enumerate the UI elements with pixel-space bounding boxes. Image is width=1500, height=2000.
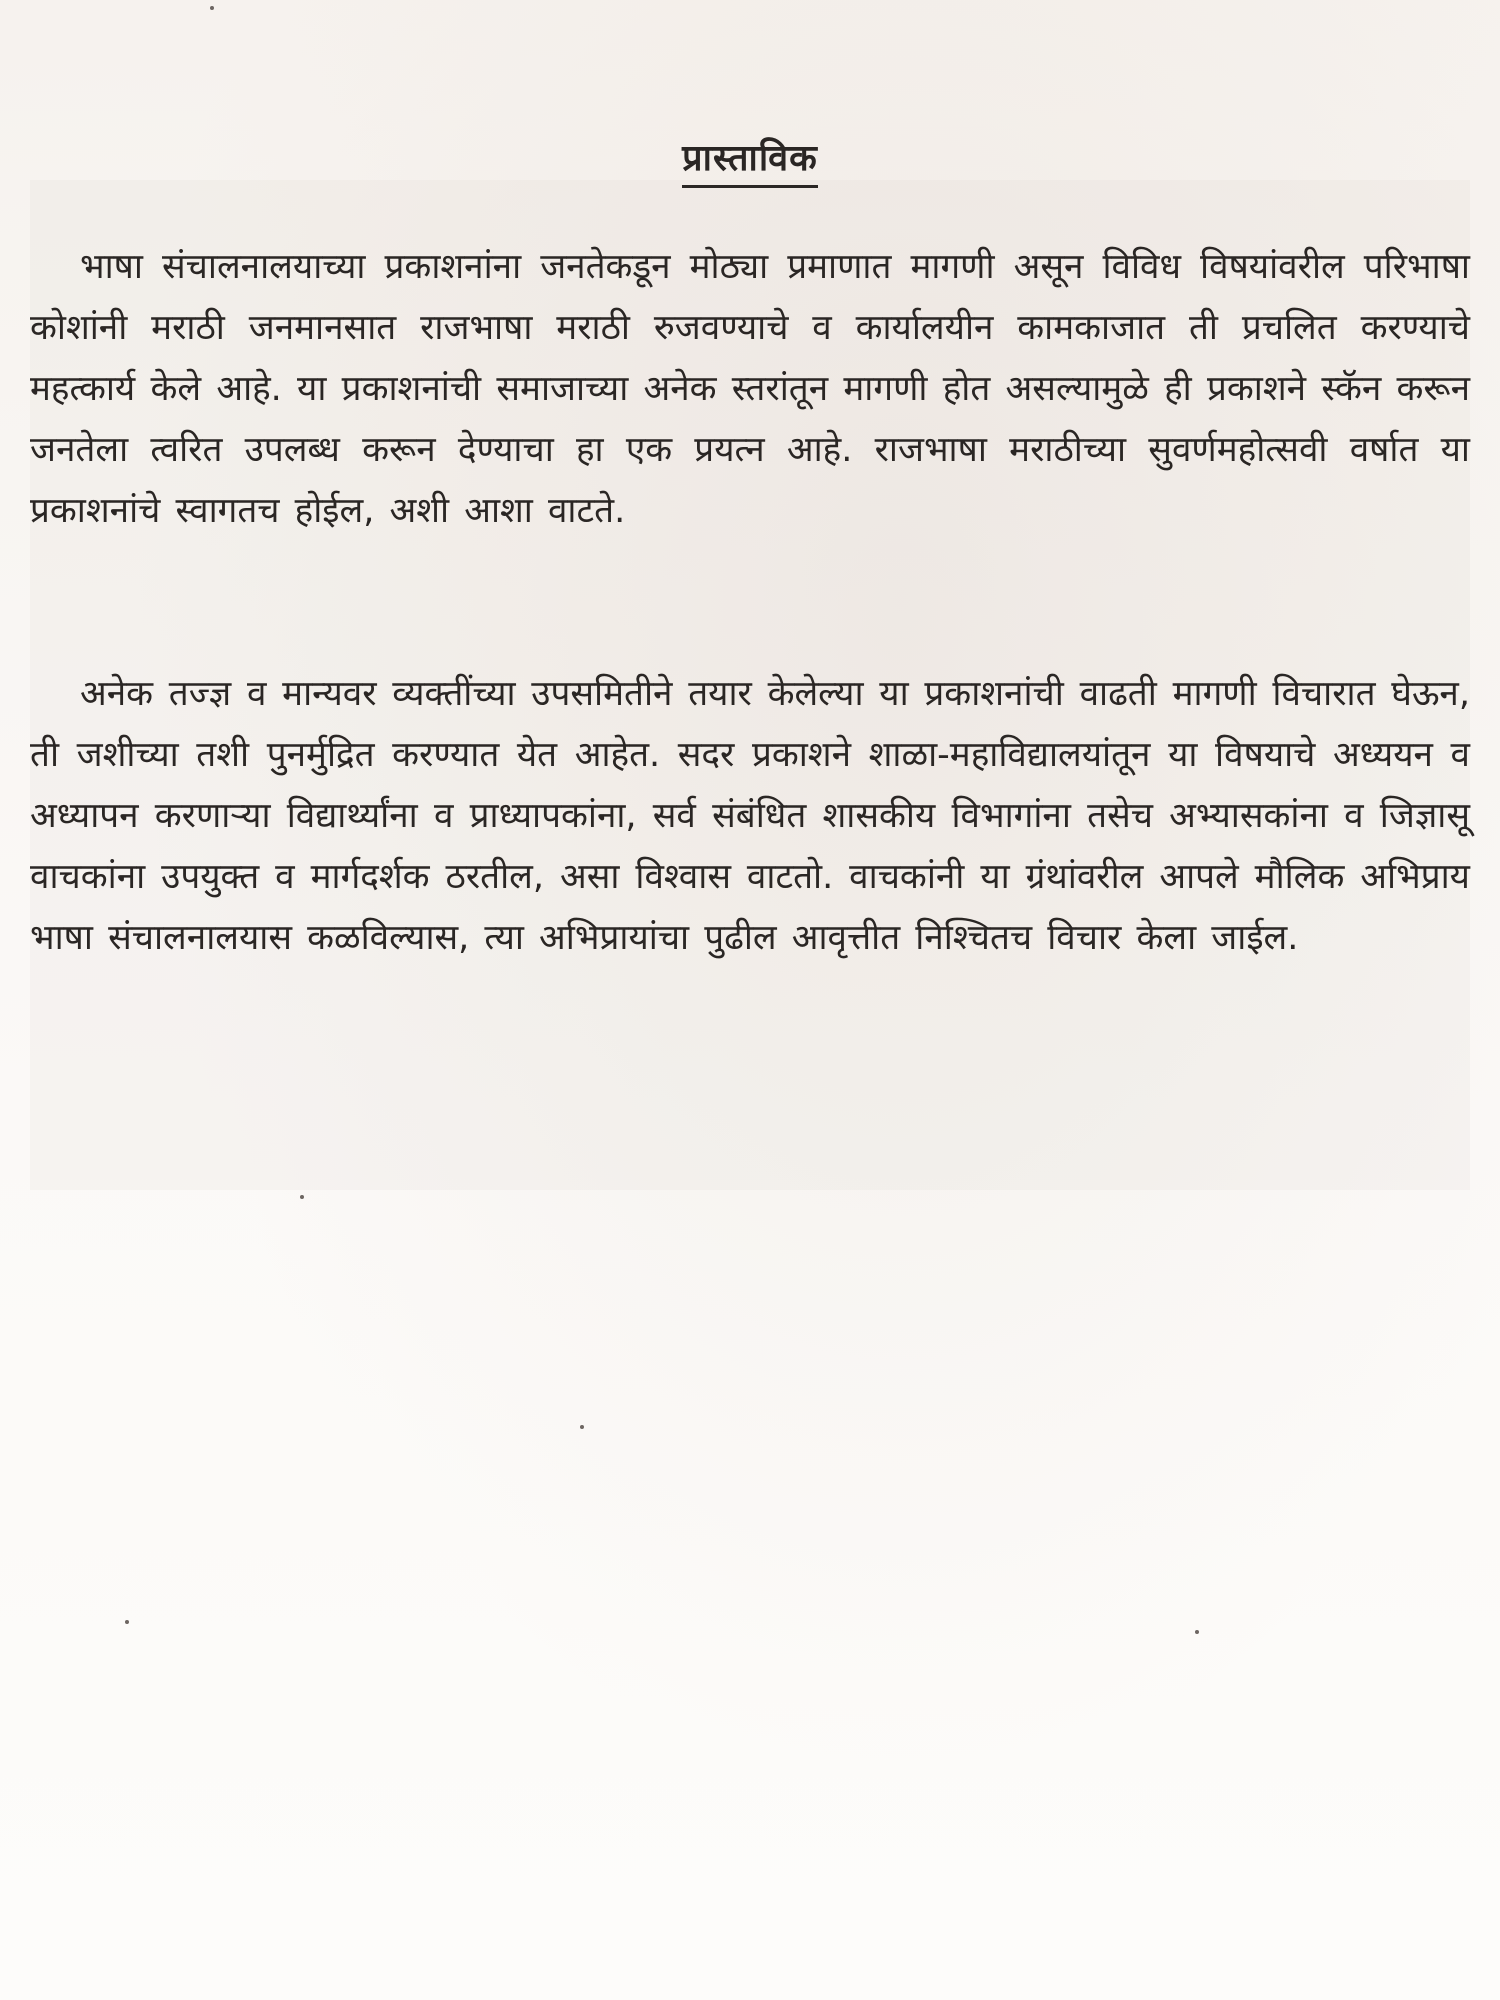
paragraph-2: अनेक तज्ज्ञ व मान्यवर व्यक्तींच्या उपसमितीने तयार केलेल्या या प्रकाशनांची वाढती मागणी विचारात घेऊन, ती जशीच्या तशी पुनर्मुद्रित करण्यात येत आहेत. सदर प्रकाशने शाळा-महाविद्यालयांतून या विषयाचे अध्ययन व अध्यापन करणाऱ्या विद्यार्थ्यांना व प्राध्यापकांना, सर्व संबंधित शासकीय विभागांना तसेच अभ्यासकांना व जिज्ञासू वाचकांना उपयुक्त व मार्गदर्शक ठरतील, असा विश्वास वाटतो. वाचकांनी या ग्रंथांवरील आपले मौलिक अभिप्राय भाषा संचालनालयास कळविल्यास, त्या अभिप्रायांचा पुढील आवृत्तीत निश्चितच विचार केला जाईल. (30, 674, 1470, 958)
page-title-text: प्रास्ताविक (682, 132, 818, 188)
scan-speck (210, 6, 214, 10)
scan-speck (1195, 1630, 1199, 1634)
scan-speck (580, 1425, 584, 1429)
scan-speck (125, 1620, 129, 1624)
scan-speck (300, 1195, 304, 1199)
page-title (0, 132, 1500, 188)
paragraph-1: भाषा संचालनालयाच्या प्रकाशनांना जनतेकडून मोठ्या प्रमाणात मागणी असून विविध विषयांवरील परिभाषा कोशांनी मराठी जनमानसात राजभाषा मराठी रुजवण्याचे व कार्यालयीन कामकाजात ती प्रचलित करण्याचे महत्कार्य केले आहे. या प्रकाशनांची समाजाच्या अनेक स्तरांतून मागणी होत असल्यामुळे ही प्रकाशने स्कॅन करून जनतेला त्वरित उपलब्ध करून देण्याचा हा एक प्रयत्न आहे. राजभाषा मराठीच्या सुवर्णमहोत्सवी वर्षात या प्रकाशनांचे स्वागतच होईल, अशी आशा वाटते. (30, 247, 1470, 531)
